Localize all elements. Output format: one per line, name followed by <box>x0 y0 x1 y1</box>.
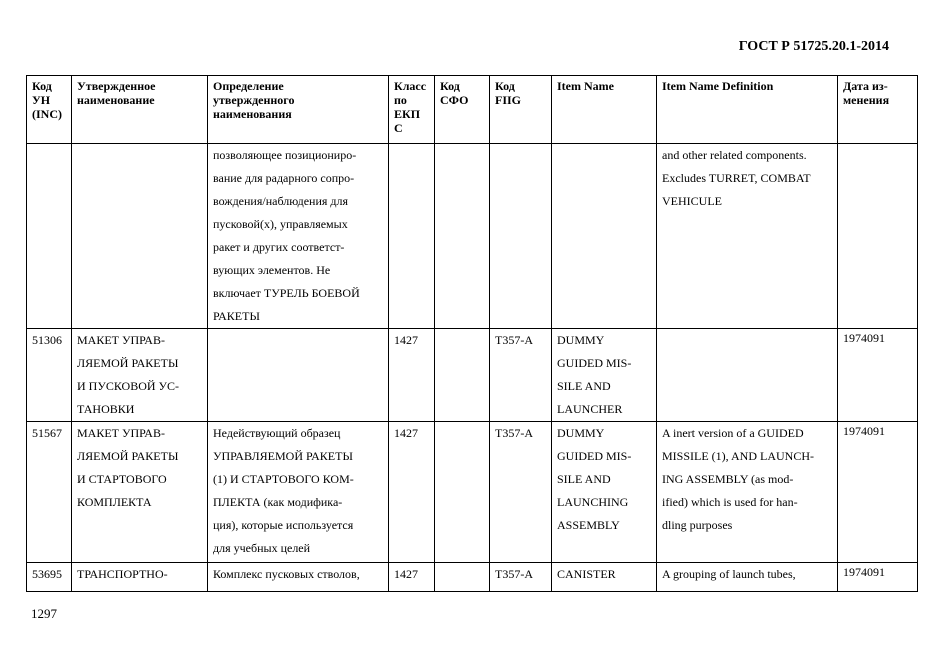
table-header-row <box>27 76 918 144</box>
column-header-definition: Определение утвержденного наименования <box>208 76 389 144</box>
cell-sfo <box>435 422 490 563</box>
page-number: 1297 <box>31 606 57 621</box>
cell-class: 1427 <box>389 563 435 592</box>
column-header-item-name: Item Name <box>552 76 657 144</box>
cell-inc: 53695 <box>27 563 72 592</box>
cell-name <box>72 144 208 329</box>
cell-definition: Комплекс пусковых стволов, <box>208 563 389 592</box>
cell-inc <box>27 144 72 329</box>
cell-item-name: DUMMY GUIDED MIS- SILE AND LAUNCHING ASSEMBLY <box>552 422 657 563</box>
cell-inc: 51567 <box>27 422 72 563</box>
column-header-change-date: Дата из- менения <box>838 76 918 144</box>
table-row <box>27 563 918 592</box>
cell-fiig <box>490 144 552 329</box>
cell-sfo <box>435 144 490 329</box>
cell-change-date: 1974091 <box>838 422 918 563</box>
cell-item-name: DUMMY GUIDED MIS- SILE AND LAUNCHER <box>552 329 657 422</box>
column-header-class: Класс по ЕКП С <box>389 76 435 144</box>
cell-item-name <box>552 144 657 329</box>
column-header-name: Утвержденное наименование <box>72 76 208 144</box>
cell-sfo <box>435 563 490 592</box>
table-row <box>27 144 918 329</box>
column-header-fiig: Код FIIG <box>490 76 552 144</box>
cell-fiig: T357-A <box>490 329 552 422</box>
cell-change-date: 1974091 <box>838 329 918 422</box>
table-row <box>27 329 918 422</box>
cell-class: 1427 <box>389 422 435 563</box>
cell-definition <box>208 329 389 422</box>
cell-definition: Недействующий образец УПРАВЛЯЕМОЙ РАКЕТЫ (1) И СТАРТОВОГО КОМ- ПЛЕКТА (как модифика- ция), которые используется для учебных целей <box>208 422 389 563</box>
column-header-item-definition: Item Name Definition <box>657 76 838 144</box>
table-row <box>27 422 918 563</box>
cell-name: МАКЕТ УПРАВ- ЛЯЕМОЙ РАКЕТЫ И СТАРТОВОГО КОМПЛЕКТА <box>72 422 208 563</box>
cell-change-date <box>838 144 918 329</box>
cell-sfo <box>435 329 490 422</box>
cell-name: МАКЕТ УПРАВ- ЛЯЕМОЙ РАКЕТЫ И ПУСКОВОЙ УС- ТАНОВКИ <box>72 329 208 422</box>
cell-item-definition: A grouping of launch tubes, <box>657 563 838 592</box>
cell-fiig: T357-A <box>490 563 552 592</box>
cell-fiig: T357-A <box>490 422 552 563</box>
cell-inc: 51306 <box>27 329 72 422</box>
cell-class: 1427 <box>389 329 435 422</box>
cell-item-name: CANISTER <box>552 563 657 592</box>
document-code: ГОСТ Р 51725.20.1-2014 <box>738 39 889 54</box>
cell-change-date: 1974091 <box>838 563 918 592</box>
cell-definition: позволяющее позициониро- вание для радарного сопро- вождения/наблюдения для пусковой(х), управляемых ракет и других соответст- вующих элементов. Не включает ТУРЕЛЬ БОЕВОЙ РАКЕТЫ <box>208 144 389 329</box>
cell-item-definition: A inert version of a GUIDED MISSILE (1), AND LAUNCH- ING ASSEMBLY (as mod- ified) which is used for han- dling purposes <box>657 422 838 563</box>
column-header-sfo: Код СФО <box>435 76 490 144</box>
cell-class <box>389 144 435 329</box>
cell-item-definition <box>657 329 838 422</box>
cell-name: ТРАНСПОРТНО- <box>72 563 208 592</box>
cell-item-definition: and other related components. Excludes TURRET, COMBAT VEHICULE <box>657 144 838 329</box>
column-header-inc: Код УН (INC) <box>27 76 72 144</box>
nomenclature-table <box>26 75 918 592</box>
